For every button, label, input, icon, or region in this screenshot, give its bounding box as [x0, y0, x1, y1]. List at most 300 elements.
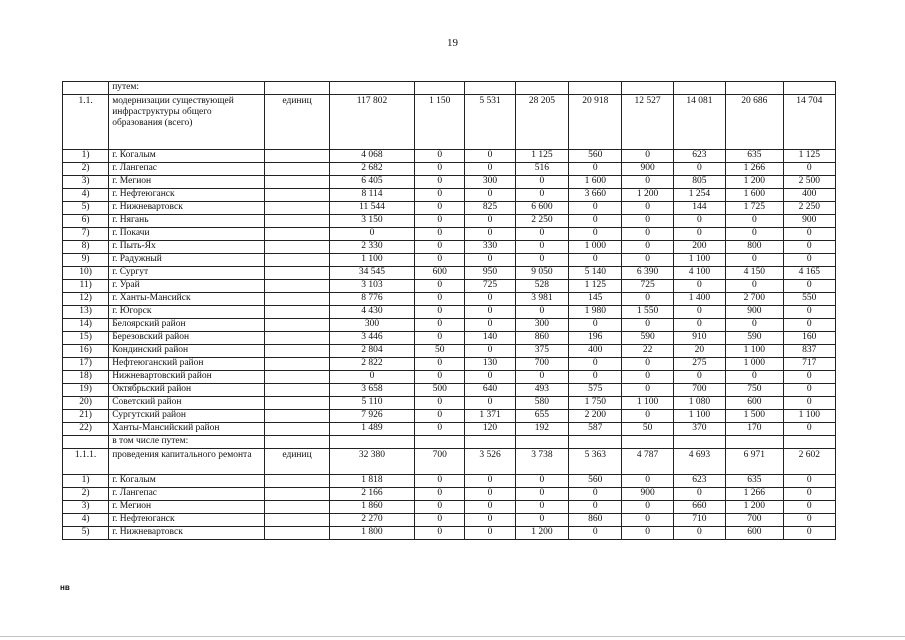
- value-cell: 0: [415, 176, 465, 189]
- unit-cell: [265, 371, 330, 384]
- row-index: 5): [63, 202, 109, 215]
- table-row: [63, 475, 836, 488]
- value-cell: [726, 436, 783, 449]
- value-cell: 11 544: [329, 202, 414, 215]
- value-cell: 0: [415, 241, 465, 254]
- value-cell: 950: [465, 267, 515, 280]
- value-cell: 28 205: [515, 95, 568, 150]
- value-cell: 300: [329, 319, 414, 332]
- value-cell: 0: [415, 371, 465, 384]
- row-name: г. Нягань: [109, 215, 265, 228]
- unit-cell: [265, 384, 330, 397]
- value-cell: 0: [569, 488, 622, 501]
- value-cell: 1 100: [783, 410, 835, 423]
- unit-cell: [265, 189, 330, 202]
- value-cell: 0: [726, 319, 783, 332]
- value-cell: 0: [569, 358, 622, 371]
- value-cell: 0: [783, 280, 835, 293]
- value-cell: 145: [569, 293, 622, 306]
- value-cell: 1 100: [673, 254, 725, 267]
- value-cell: 0: [622, 293, 673, 306]
- unit-cell: [265, 514, 330, 527]
- value-cell: 805: [673, 176, 725, 189]
- row-index: 1): [63, 150, 109, 163]
- unit-cell: [265, 228, 330, 241]
- value-cell: 0: [465, 150, 515, 163]
- value-cell: 0: [465, 514, 515, 527]
- value-cell: 550: [783, 293, 835, 306]
- value-cell: 590: [622, 332, 673, 345]
- section-unit: единиц: [265, 95, 330, 150]
- value-cell: [673, 82, 725, 95]
- value-cell: 0: [415, 527, 465, 540]
- row-index: 16): [63, 345, 109, 358]
- unit-cell: [265, 306, 330, 319]
- value-cell: 0: [465, 488, 515, 501]
- value-cell: [569, 436, 622, 449]
- value-cell: 725: [465, 280, 515, 293]
- value-cell: 0: [673, 306, 725, 319]
- value-cell: [329, 436, 414, 449]
- table-row-top-label: [63, 82, 836, 95]
- value-cell: 0: [783, 306, 835, 319]
- value-cell: 0: [465, 397, 515, 410]
- table-row: [63, 306, 836, 319]
- section-name: проведения капитального ремонта: [109, 449, 265, 475]
- table-body: [63, 82, 836, 540]
- value-cell: 0: [569, 202, 622, 215]
- value-cell: [783, 82, 835, 95]
- unit-cell: [265, 82, 330, 95]
- unit-cell: [265, 501, 330, 514]
- value-cell: 700: [673, 384, 725, 397]
- value-cell: 700: [415, 449, 465, 475]
- unit-cell: [265, 215, 330, 228]
- value-cell: 0: [415, 306, 465, 319]
- value-cell: 0: [465, 163, 515, 176]
- table-row: [63, 215, 836, 228]
- row-name: г. Когалым: [109, 150, 265, 163]
- value-cell: 0: [569, 319, 622, 332]
- value-cell: 3 738: [515, 449, 568, 475]
- value-cell: 4 165: [783, 267, 835, 280]
- value-cell: 300: [465, 176, 515, 189]
- value-cell: 580: [515, 397, 568, 410]
- table-container: [62, 81, 836, 540]
- value-cell: 1 125: [569, 280, 622, 293]
- value-cell: 0: [415, 280, 465, 293]
- table-row: [63, 371, 836, 384]
- value-cell: [515, 436, 568, 449]
- value-cell: 0: [415, 423, 465, 436]
- value-cell: 0: [415, 202, 465, 215]
- value-cell: 660: [673, 501, 725, 514]
- value-cell: 1 100: [726, 345, 783, 358]
- value-cell: 0: [783, 527, 835, 540]
- value-cell: 4 787: [622, 449, 673, 475]
- row-name: Ханты-Мансийский район: [109, 423, 265, 436]
- value-cell: 1 254: [673, 189, 725, 202]
- value-cell: 170: [726, 423, 783, 436]
- row-index: 3): [63, 501, 109, 514]
- section-name: модернизации существующей инфраструктуры общего образования (всего): [109, 95, 265, 150]
- value-cell: 600: [726, 527, 783, 540]
- value-cell: 1 371: [465, 410, 515, 423]
- value-cell: 0: [622, 319, 673, 332]
- table-row: [63, 319, 836, 332]
- value-cell: 0: [622, 176, 673, 189]
- value-cell: 1 100: [673, 410, 725, 423]
- table-row: [63, 488, 836, 501]
- table-row: [63, 267, 836, 280]
- value-cell: 0: [673, 319, 725, 332]
- row-name: г. Нижневартовск: [109, 527, 265, 540]
- value-cell: 600: [726, 397, 783, 410]
- value-cell: 0: [783, 384, 835, 397]
- value-cell: 2 200: [569, 410, 622, 423]
- index-cell: [63, 436, 109, 449]
- value-cell: 0: [465, 501, 515, 514]
- value-cell: 0: [569, 527, 622, 540]
- row-name: Березовский район: [109, 332, 265, 345]
- value-cell: 3 981: [515, 293, 568, 306]
- value-cell: 4 068: [329, 150, 414, 163]
- row-index: 2): [63, 488, 109, 501]
- unit-cell: [265, 293, 330, 306]
- value-cell: 0: [415, 228, 465, 241]
- row-index: 3): [63, 176, 109, 189]
- value-cell: 700: [515, 358, 568, 371]
- section-index: 1.1.: [63, 95, 109, 150]
- value-cell: 2 822: [329, 358, 414, 371]
- table-row: [63, 293, 836, 306]
- row-name: г. Сургут: [109, 267, 265, 280]
- value-cell: 400: [569, 345, 622, 358]
- value-cell: 0: [569, 254, 622, 267]
- value-cell: 1 200: [726, 176, 783, 189]
- value-cell: 717: [783, 358, 835, 371]
- value-cell: 2 250: [515, 215, 568, 228]
- value-cell: 50: [415, 345, 465, 358]
- value-cell: 1 125: [783, 150, 835, 163]
- row-index: 11): [63, 280, 109, 293]
- value-cell: 635: [726, 150, 783, 163]
- value-cell: 140: [465, 332, 515, 345]
- value-cell: 0: [515, 189, 568, 202]
- value-cell: 3 103: [329, 280, 414, 293]
- table-row: [63, 254, 836, 267]
- value-cell: 0: [515, 176, 568, 189]
- page-number: 19: [447, 37, 458, 49]
- value-cell: 2 602: [783, 449, 835, 475]
- value-cell: 0: [783, 371, 835, 384]
- value-cell: 4 693: [673, 449, 725, 475]
- value-cell: 0: [465, 215, 515, 228]
- value-cell: 0: [415, 358, 465, 371]
- row-name: г. Мегион: [109, 501, 265, 514]
- value-cell: 1 150: [415, 95, 465, 150]
- value-cell: 750: [726, 384, 783, 397]
- value-cell: 8 114: [329, 189, 414, 202]
- value-cell: 0: [783, 488, 835, 501]
- value-cell: 590: [726, 332, 783, 345]
- value-cell: 0: [622, 215, 673, 228]
- row-name: г. Лангепас: [109, 488, 265, 501]
- value-cell: 0: [622, 371, 673, 384]
- row-name: Нижневартовский район: [109, 371, 265, 384]
- value-cell: 0: [465, 527, 515, 540]
- value-cell: 32 380: [329, 449, 414, 475]
- value-cell: 2 500: [783, 176, 835, 189]
- value-cell: 14 081: [673, 95, 725, 150]
- row-name: г. Лангепас: [109, 163, 265, 176]
- value-cell: 0: [622, 527, 673, 540]
- value-cell: [673, 436, 725, 449]
- unit-cell: [265, 150, 330, 163]
- value-cell: 0: [415, 163, 465, 176]
- value-cell: [329, 82, 414, 95]
- value-cell: 0: [622, 254, 673, 267]
- value-cell: 0: [415, 254, 465, 267]
- value-cell: 0: [415, 150, 465, 163]
- value-cell: 4 100: [673, 267, 725, 280]
- value-cell: 0: [515, 254, 568, 267]
- value-cell: 623: [673, 475, 725, 488]
- value-cell: 0: [622, 202, 673, 215]
- unit-cell: [265, 345, 330, 358]
- value-cell: [465, 436, 515, 449]
- value-cell: 0: [465, 293, 515, 306]
- table-row: [63, 501, 836, 514]
- row-name: г. Нефтеюганск: [109, 514, 265, 527]
- budget-table: [62, 81, 836, 540]
- value-cell: 0: [673, 371, 725, 384]
- value-cell: 0: [726, 228, 783, 241]
- table-row-sub-label: [63, 436, 836, 449]
- value-cell: 0: [465, 345, 515, 358]
- value-cell: 1 400: [673, 293, 725, 306]
- value-cell: 0: [783, 254, 835, 267]
- value-cell: [622, 82, 673, 95]
- row-index: 10): [63, 267, 109, 280]
- value-cell: 200: [673, 241, 725, 254]
- footer-mark: нв: [60, 583, 70, 592]
- value-cell: 1 200: [622, 189, 673, 202]
- unit-cell: [265, 358, 330, 371]
- value-cell: 0: [673, 215, 725, 228]
- value-cell: 6 600: [515, 202, 568, 215]
- value-cell: 0: [415, 332, 465, 345]
- unit-cell: [265, 280, 330, 293]
- value-cell: 330: [465, 241, 515, 254]
- value-cell: 192: [515, 423, 568, 436]
- value-cell: 0: [673, 488, 725, 501]
- value-cell: 0: [415, 475, 465, 488]
- row-index: 21): [63, 410, 109, 423]
- value-cell: 837: [783, 345, 835, 358]
- value-cell: 575: [569, 384, 622, 397]
- value-cell: 0: [415, 397, 465, 410]
- section-unit: единиц: [265, 449, 330, 475]
- value-cell: 1 200: [515, 527, 568, 540]
- value-cell: 3 150: [329, 215, 414, 228]
- value-cell: 1 725: [726, 202, 783, 215]
- row-index: 4): [63, 514, 109, 527]
- row-name: г. Урай: [109, 280, 265, 293]
- value-cell: 0: [673, 228, 725, 241]
- value-cell: 2 700: [726, 293, 783, 306]
- table-row: [63, 345, 836, 358]
- value-cell: 0: [569, 371, 622, 384]
- value-cell: 0: [783, 241, 835, 254]
- value-cell: 0: [783, 319, 835, 332]
- value-cell: 1 000: [569, 241, 622, 254]
- value-cell: 0: [415, 501, 465, 514]
- value-cell: 623: [673, 150, 725, 163]
- value-cell: 160: [783, 332, 835, 345]
- value-cell: 370: [673, 423, 725, 436]
- value-cell: 0: [465, 306, 515, 319]
- value-cell: 2 166: [329, 488, 414, 501]
- row-name: Октябрьский район: [109, 384, 265, 397]
- value-cell: 5 531: [465, 95, 515, 150]
- value-cell: 0: [622, 475, 673, 488]
- value-cell: 2 804: [329, 345, 414, 358]
- value-cell: 0: [569, 501, 622, 514]
- row-index: 9): [63, 254, 109, 267]
- value-cell: 2 330: [329, 241, 414, 254]
- value-cell: 493: [515, 384, 568, 397]
- row-index: 22): [63, 423, 109, 436]
- value-cell: 1 600: [569, 176, 622, 189]
- value-cell: 8 776: [329, 293, 414, 306]
- row-name: г. Пыть-Ях: [109, 241, 265, 254]
- row-name: г. Когалым: [109, 475, 265, 488]
- value-cell: 710: [673, 514, 725, 527]
- value-cell: 1 100: [622, 397, 673, 410]
- unit-cell: [265, 254, 330, 267]
- value-cell: 0: [515, 488, 568, 501]
- value-cell: 0: [783, 423, 835, 436]
- value-cell: 0: [415, 319, 465, 332]
- value-cell: 130: [465, 358, 515, 371]
- row-index: 4): [63, 189, 109, 202]
- value-cell: 5 110: [329, 397, 414, 410]
- value-cell: 0: [415, 410, 465, 423]
- value-cell: 0: [465, 371, 515, 384]
- index-cell: [63, 82, 109, 95]
- row-index: 12): [63, 293, 109, 306]
- value-cell: 6 971: [726, 449, 783, 475]
- value-cell: 860: [515, 332, 568, 345]
- value-cell: 3 658: [329, 384, 414, 397]
- row-name: г. Югорск: [109, 306, 265, 319]
- scan-artifact-line: [0, 636, 905, 637]
- value-cell: 1 080: [673, 397, 725, 410]
- value-cell: 800: [726, 241, 783, 254]
- row-name: Нефтеюганский район: [109, 358, 265, 371]
- value-cell: [415, 436, 465, 449]
- value-cell: 900: [726, 306, 783, 319]
- value-cell: 0: [515, 514, 568, 527]
- value-cell: [622, 436, 673, 449]
- value-cell: 275: [673, 358, 725, 371]
- unit-cell: [265, 241, 330, 254]
- table-row: [63, 189, 836, 202]
- value-cell: 0: [783, 514, 835, 527]
- table-row: [63, 202, 836, 215]
- unit-cell: [265, 488, 330, 501]
- value-cell: 0: [415, 514, 465, 527]
- value-cell: 0: [415, 189, 465, 202]
- unit-cell: [265, 267, 330, 280]
- value-cell: 0: [622, 514, 673, 527]
- value-cell: 1 818: [329, 475, 414, 488]
- value-cell: [415, 82, 465, 95]
- value-cell: 560: [569, 475, 622, 488]
- value-cell: [726, 82, 783, 95]
- row-name: Кондинский район: [109, 345, 265, 358]
- value-cell: 3 446: [329, 332, 414, 345]
- value-cell: 1 266: [726, 163, 783, 176]
- value-cell: 0: [673, 527, 725, 540]
- value-cell: 900: [783, 215, 835, 228]
- value-cell: 600: [415, 267, 465, 280]
- value-cell: 4 430: [329, 306, 414, 319]
- value-cell: 1 550: [622, 306, 673, 319]
- row-index: 8): [63, 241, 109, 254]
- value-cell: 587: [569, 423, 622, 436]
- value-cell: 0: [415, 293, 465, 306]
- value-cell: 1 750: [569, 397, 622, 410]
- value-cell: 910: [673, 332, 725, 345]
- value-cell: 50: [622, 423, 673, 436]
- value-cell: 0: [622, 410, 673, 423]
- value-cell: 0: [622, 384, 673, 397]
- unit-cell: [265, 527, 330, 540]
- value-cell: 528: [515, 280, 568, 293]
- value-cell: 1 200: [726, 501, 783, 514]
- value-cell: 0: [673, 163, 725, 176]
- value-cell: 0: [622, 241, 673, 254]
- value-cell: 0: [329, 371, 414, 384]
- value-cell: 0: [415, 215, 465, 228]
- value-cell: 3 526: [465, 449, 515, 475]
- value-cell: 900: [622, 488, 673, 501]
- unit-cell: [265, 332, 330, 345]
- value-cell: 400: [783, 189, 835, 202]
- table-row: [63, 514, 836, 527]
- value-cell: 0: [622, 150, 673, 163]
- value-cell: 2 250: [783, 202, 835, 215]
- unit-cell: [265, 436, 330, 449]
- value-cell: 0: [465, 228, 515, 241]
- value-cell: 4 150: [726, 267, 783, 280]
- value-cell: 1 266: [726, 488, 783, 501]
- row-index: 7): [63, 228, 109, 241]
- value-cell: 655: [515, 410, 568, 423]
- value-cell: 0: [726, 371, 783, 384]
- value-cell: 196: [569, 332, 622, 345]
- unit-cell: [265, 202, 330, 215]
- unit-cell: [265, 176, 330, 189]
- value-cell: [783, 436, 835, 449]
- value-cell: 1 500: [726, 410, 783, 423]
- value-cell: 0: [622, 228, 673, 241]
- table-row: [63, 397, 836, 410]
- table-row: [63, 423, 836, 436]
- value-cell: [569, 82, 622, 95]
